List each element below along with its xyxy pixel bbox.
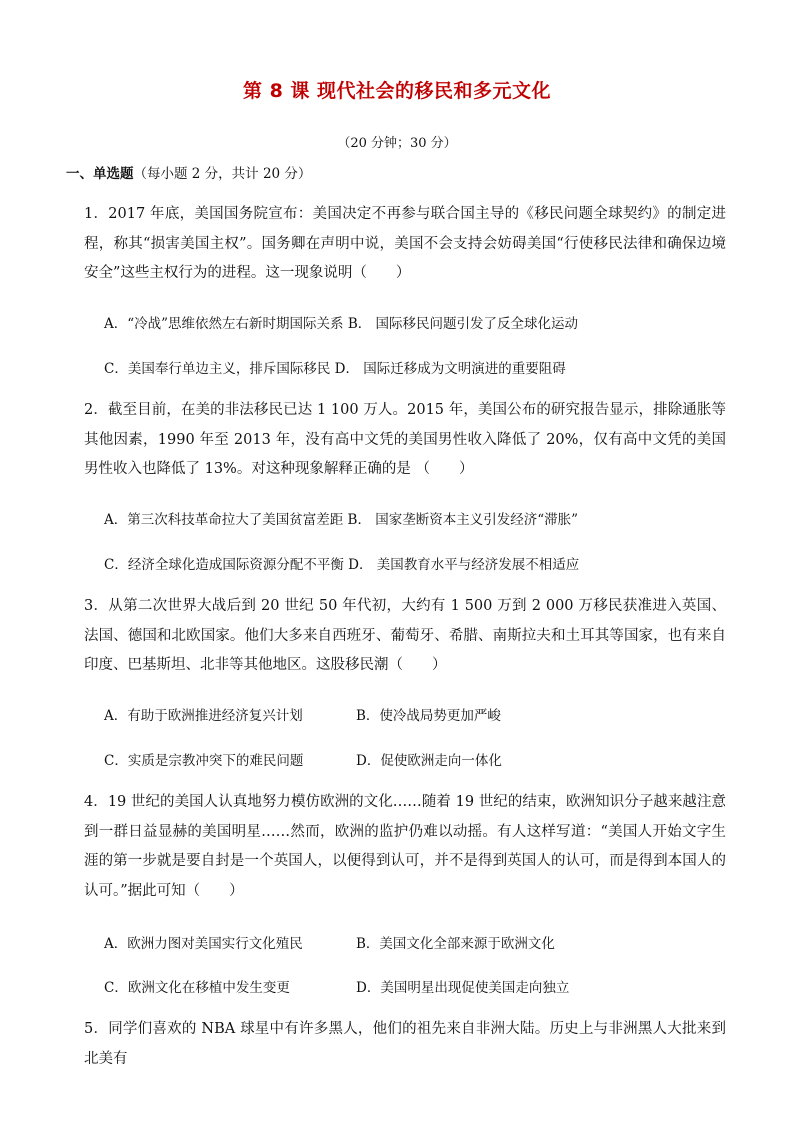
question-3-option-a: A．有助于欧洲推进经济复兴计划 [104, 708, 303, 724]
question-2-options-ab: A．第三次科技革命拉大了美国贫富差距 B． 国家垄断资本主义引发经济“滞胀” [104, 512, 579, 528]
question-3-option-d: D．促使欧洲走向一体化 [356, 753, 502, 769]
page-title: 第 8 课 现代社会的移民和多元文化 [242, 80, 552, 102]
section-heading [66, 162, 311, 182]
question-1-stem: 1．2017 年底，美国国务院宣布：美国决定不再参与联合国主导的《移民问题全球契约》的制定进程，称其“损害美国主权”。国务卿在声明中说，美国不会支持会妨碍美国“行使移民法律和确保边境安全”这些主权行为的进程。这一现象说明（ ） [84, 206, 726, 281]
question-2-stem: 2．截至目前，在美的非法移民已达 1 100 万人。2015 年，美国公布的研究报告显示，排除通胀等其他因素，1990 年至 2013 年，没有高中文凭的美国男性收入降低了 20%，仅有高中文凭的美国男性收入也降低了 13%。对这种现象解释正确的是 （ ） [84, 402, 726, 477]
question-4-stem: 4．19 世纪的美国人认真地努力模仿欧洲的文化……随着 19 世纪的结束，欧洲知识分子越来越注意到一群日益显赫的美国明星……然而，欧洲的监护仍难以动摇。有人这样写道：“美国人开始文字生涯的第一步就是要自封是一个英国人，以便得到认可，并不是得到英国人的认可，而是得到本国人的认可。”据此可知（ ） [84, 794, 726, 899]
question-1-options-cd: C．美国奉行单边主义，排斥国际移民 D． 国际迁移成为文明演进的重要阻碍 [104, 361, 566, 377]
question-2-options-cd: C．经济全球化造成国际资源分配不平衡 D． 美国教育水平与经济发展不相适应 [104, 557, 580, 573]
question-3-stem: 3．从第二次世界大战后到 20 世纪 50 年代初，大约有 1 500 万到 2 000 万移民获准进入英国、法国、德国和北欧国家。他们大多来自西班牙、葡萄牙、希腊、南斯拉夫和土耳其等国家，也有来自印度、巴基斯坦、北非等其他地区。这股移民潮（ ） [84, 598, 726, 673]
question-4-option-a: A．欧洲力图对美国实行文化殖民 [104, 936, 303, 952]
question-3-option-b: B．使冷战局势更加严峻 [356, 708, 501, 724]
question-1-options-ab: A．“冷战”思维依然左右新时期国际关系 B． 国际移民问题引发了反全球化运动 [104, 316, 579, 332]
section-note: （每小题 2 分，共计 20 分） [133, 166, 312, 182]
question-3-option-c: C．实质是宗教冲突下的难民问题 [104, 753, 304, 769]
section-label: 一、单选题 [66, 166, 134, 182]
question-4-option-c: C．欧洲文化在移植中发生变更 [104, 980, 290, 996]
question-5-stem: 5．同学们喜欢的 NBA 球星中有许多黑人，他们的祖先来自非洲大陆。历史上与非洲黑人大批来到北美有 [84, 1021, 726, 1067]
question-4-option-d: D．美国明星出现促使美国走向独立 [356, 980, 570, 996]
question-4-option-b: B．美国文化全部来源于欧洲文化 [356, 936, 555, 952]
time-score-note: （20 分钟；30 分） [337, 136, 457, 151]
